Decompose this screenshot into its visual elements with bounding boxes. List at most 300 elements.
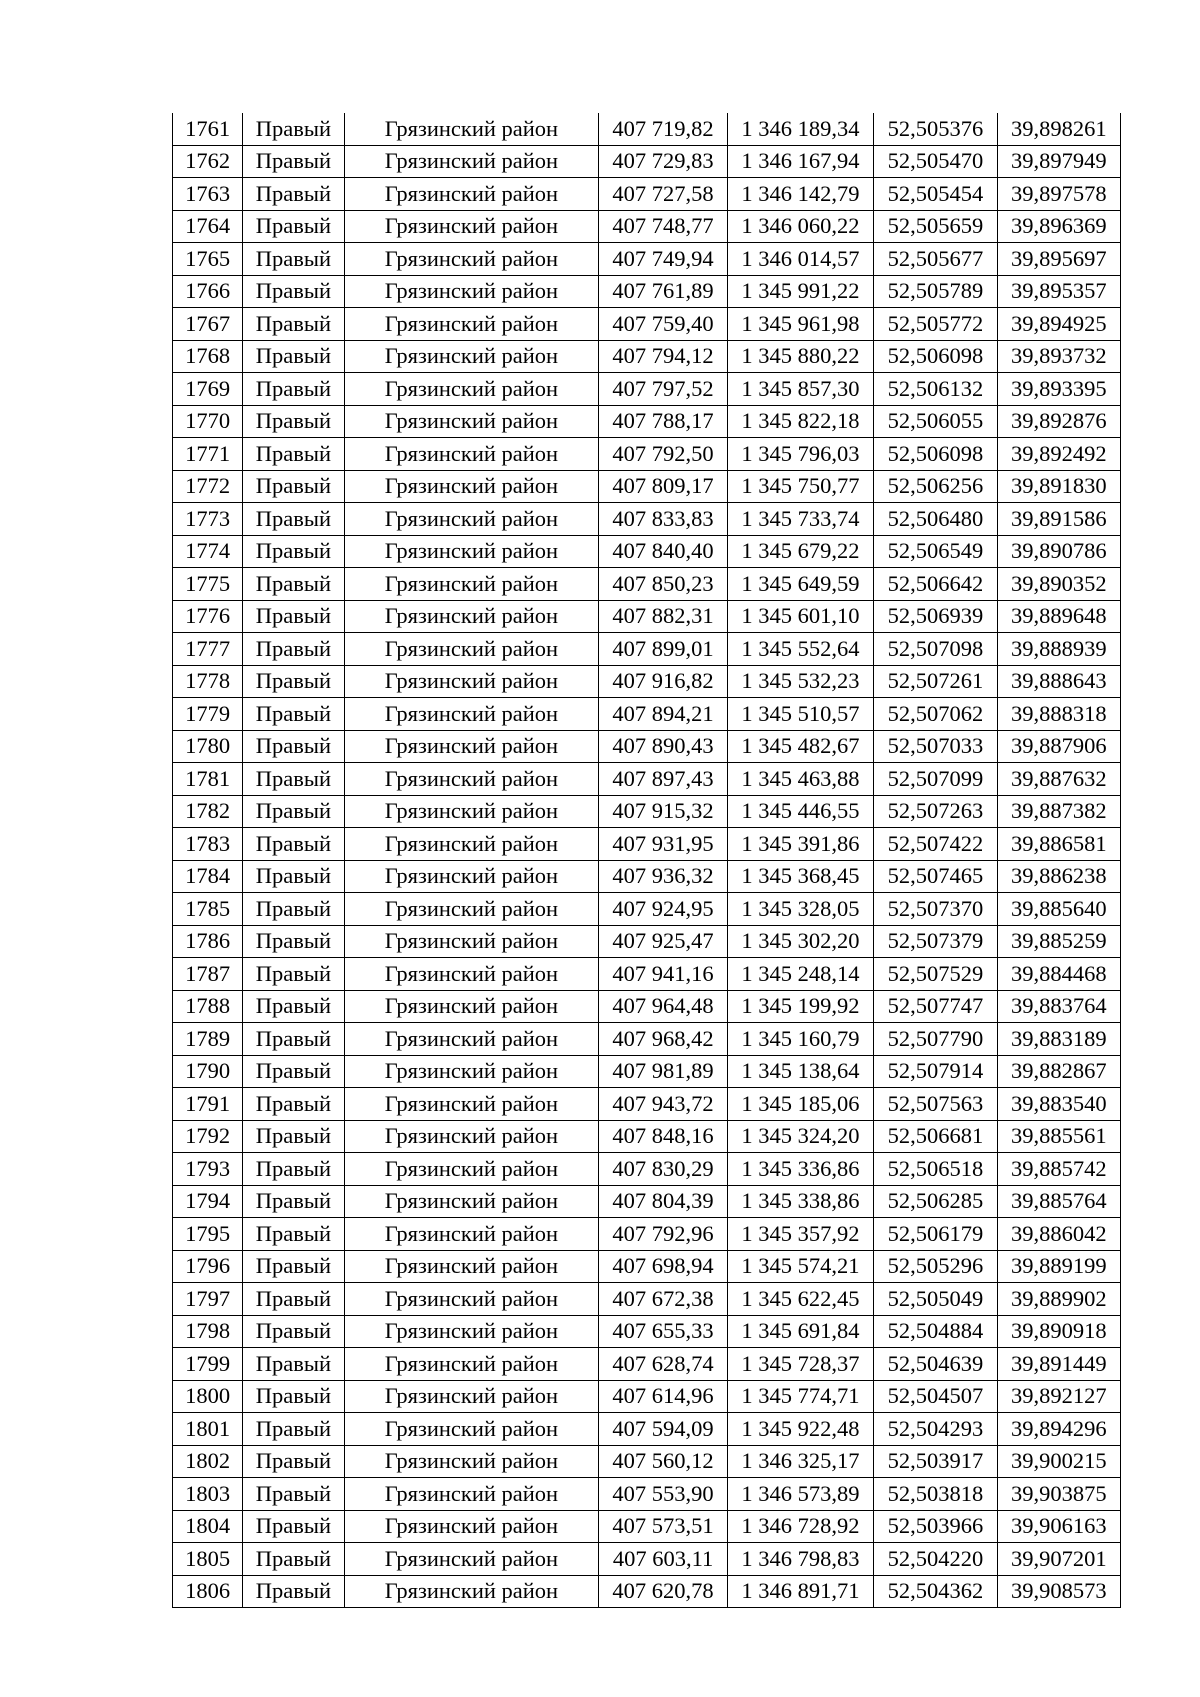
coord-y-cell: 1 346 891,71 [727, 1575, 873, 1608]
latitude-cell: 52,505659 [874, 210, 997, 243]
latitude-cell: 52,507099 [874, 763, 997, 796]
district-name-cell: Грязинский район [344, 730, 599, 763]
coord-y-cell: 1 346 728,92 [727, 1510, 873, 1543]
coord-y-cell: 1 345 391,86 [727, 828, 873, 861]
coord-y-cell: 1 345 324,20 [727, 1120, 873, 1153]
bank-side-cell: Правый [243, 405, 344, 438]
table-row [173, 1055, 1121, 1088]
table-row [173, 145, 1121, 178]
coord-x-cell: 407 894,21 [599, 698, 727, 731]
coord-x-cell: 407 655,33 [599, 1315, 727, 1348]
coord-y-cell: 1 346 167,94 [727, 145, 873, 178]
latitude-cell: 52,507422 [874, 828, 997, 861]
coord-x-cell: 407 936,32 [599, 860, 727, 893]
table-row [173, 275, 1121, 308]
bank-side-cell: Правый [243, 795, 344, 828]
point-number-cell: 1796 [173, 1250, 243, 1283]
coord-y-cell: 1 345 691,84 [727, 1315, 873, 1348]
coord-y-cell: 1 345 185,06 [727, 1088, 873, 1121]
coord-y-cell: 1 345 510,57 [727, 698, 873, 731]
table-row [173, 665, 1121, 698]
table-row [173, 1413, 1121, 1446]
latitude-cell: 52,507370 [874, 893, 997, 926]
bank-side-cell: Правый [243, 1315, 344, 1348]
bank-side-cell: Правый [243, 990, 344, 1023]
bank-side-cell: Правый [243, 308, 344, 341]
latitude-cell: 52,504293 [874, 1413, 997, 1446]
table-row [173, 373, 1121, 406]
coord-x-cell: 407 727,58 [599, 178, 727, 211]
table-row [173, 633, 1121, 666]
coord-x-cell: 407 840,40 [599, 535, 727, 568]
point-number-cell: 1794 [173, 1185, 243, 1218]
district-name-cell: Грязинский район [344, 210, 599, 243]
coord-y-cell: 1 345 463,88 [727, 763, 873, 796]
longitude-cell: 39,893395 [997, 373, 1120, 406]
point-number-cell: 1778 [173, 665, 243, 698]
bank-side-cell: Правый [243, 1088, 344, 1121]
coord-y-cell: 1 345 302,20 [727, 925, 873, 958]
point-number-cell: 1805 [173, 1543, 243, 1576]
district-name-cell: Грязинский район [344, 1283, 599, 1316]
table-row [173, 178, 1121, 211]
coord-y-cell: 1 345 857,30 [727, 373, 873, 406]
longitude-cell: 39,892492 [997, 438, 1120, 471]
coord-y-cell: 1 345 446,55 [727, 795, 873, 828]
coord-x-cell: 407 792,50 [599, 438, 727, 471]
bank-side-cell: Правый [243, 1575, 344, 1608]
latitude-cell: 52,507263 [874, 795, 997, 828]
point-number-cell: 1799 [173, 1348, 243, 1381]
district-name-cell: Грязинский район [344, 1575, 599, 1608]
coord-y-cell: 1 346 325,17 [727, 1445, 873, 1478]
bank-side-cell: Правый [243, 730, 344, 763]
latitude-cell: 52,506642 [874, 568, 997, 601]
point-number-cell: 1770 [173, 405, 243, 438]
coord-y-cell: 1 345 532,23 [727, 665, 873, 698]
coord-y-cell: 1 346 573,89 [727, 1478, 873, 1511]
coord-x-cell: 407 628,74 [599, 1348, 727, 1381]
district-name-cell: Грязинский район [344, 1185, 599, 1218]
longitude-cell: 39,908573 [997, 1575, 1120, 1608]
latitude-cell: 52,505296 [874, 1250, 997, 1283]
longitude-cell: 39,888939 [997, 633, 1120, 666]
longitude-cell: 39,891830 [997, 470, 1120, 503]
longitude-cell: 39,885640 [997, 893, 1120, 926]
latitude-cell: 52,504507 [874, 1380, 997, 1413]
district-name-cell: Грязинский район [344, 1543, 599, 1576]
longitude-cell: 39,897949 [997, 145, 1120, 178]
point-number-cell: 1762 [173, 145, 243, 178]
table-row [173, 763, 1121, 796]
district-name-cell: Грязинский район [344, 1153, 599, 1186]
latitude-cell: 52,505376 [874, 113, 997, 145]
coord-y-cell: 1 346 014,57 [727, 243, 873, 276]
latitude-cell: 52,507529 [874, 958, 997, 991]
latitude-cell: 52,504220 [874, 1543, 997, 1576]
district-name-cell: Грязинский район [344, 925, 599, 958]
coord-y-cell: 1 345 880,22 [727, 340, 873, 373]
point-number-cell: 1779 [173, 698, 243, 731]
point-number-cell: 1772 [173, 470, 243, 503]
latitude-cell: 52,507790 [874, 1023, 997, 1056]
district-name-cell: Грязинский район [344, 893, 599, 926]
longitude-cell: 39,882867 [997, 1055, 1120, 1088]
bank-side-cell: Правый [243, 1543, 344, 1576]
bank-side-cell: Правый [243, 1120, 344, 1153]
coord-x-cell: 407 915,32 [599, 795, 727, 828]
coord-x-cell: 407 672,38 [599, 1283, 727, 1316]
point-number-cell: 1767 [173, 308, 243, 341]
latitude-cell: 52,503917 [874, 1445, 997, 1478]
latitude-cell: 52,506480 [874, 503, 997, 536]
longitude-cell: 39,890918 [997, 1315, 1120, 1348]
table-row [173, 828, 1121, 861]
latitude-cell: 52,506098 [874, 438, 997, 471]
table-row [173, 958, 1121, 991]
bank-side-cell: Правый [243, 958, 344, 991]
district-name-cell: Грязинский район [344, 1348, 599, 1381]
coord-x-cell: 407 749,94 [599, 243, 727, 276]
coord-y-cell: 1 346 798,83 [727, 1543, 873, 1576]
table-row [173, 795, 1121, 828]
latitude-cell: 52,506132 [874, 373, 997, 406]
longitude-cell: 39,906163 [997, 1510, 1120, 1543]
coord-x-cell: 407 968,42 [599, 1023, 727, 1056]
point-number-cell: 1804 [173, 1510, 243, 1543]
district-name-cell: Грязинский район [344, 1218, 599, 1251]
bank-side-cell: Правый [243, 1023, 344, 1056]
district-name-cell: Грязинский район [344, 828, 599, 861]
point-number-cell: 1787 [173, 958, 243, 991]
table-row [173, 405, 1121, 438]
table-row [173, 308, 1121, 341]
longitude-cell: 39,891586 [997, 503, 1120, 536]
latitude-cell: 52,506098 [874, 340, 997, 373]
district-name-cell: Грязинский район [344, 1510, 599, 1543]
longitude-cell: 39,885259 [997, 925, 1120, 958]
point-number-cell: 1775 [173, 568, 243, 601]
longitude-cell: 39,889902 [997, 1283, 1120, 1316]
coord-x-cell: 407 797,52 [599, 373, 727, 406]
latitude-cell: 52,507379 [874, 925, 997, 958]
bank-side-cell: Правый [243, 178, 344, 211]
district-name-cell: Грязинский район [344, 438, 599, 471]
longitude-cell: 39,895697 [997, 243, 1120, 276]
point-number-cell: 1765 [173, 243, 243, 276]
coord-x-cell: 407 560,12 [599, 1445, 727, 1478]
district-name-cell: Грязинский район [344, 373, 599, 406]
point-number-cell: 1773 [173, 503, 243, 536]
bank-side-cell: Правый [243, 698, 344, 731]
coord-x-cell: 407 916,82 [599, 665, 727, 698]
district-name-cell: Грязинский район [344, 308, 599, 341]
coord-y-cell: 1 345 482,67 [727, 730, 873, 763]
coord-x-cell: 407 748,77 [599, 210, 727, 243]
district-name-cell: Грязинский район [344, 535, 599, 568]
point-number-cell: 1776 [173, 600, 243, 633]
table-row [173, 113, 1121, 145]
table-row [173, 1023, 1121, 1056]
longitude-cell: 39,889199 [997, 1250, 1120, 1283]
table-row [173, 1250, 1121, 1283]
bank-side-cell: Правый [243, 1478, 344, 1511]
point-number-cell: 1771 [173, 438, 243, 471]
point-number-cell: 1793 [173, 1153, 243, 1186]
coord-y-cell: 1 345 138,64 [727, 1055, 873, 1088]
coord-y-cell: 1 345 922,48 [727, 1413, 873, 1446]
coord-y-cell: 1 345 750,77 [727, 470, 873, 503]
district-name-cell: Грязинский район [344, 1023, 599, 1056]
bank-side-cell: Правый [243, 828, 344, 861]
coord-x-cell: 407 833,83 [599, 503, 727, 536]
district-name-cell: Грязинский район [344, 600, 599, 633]
bank-side-cell: Правый [243, 600, 344, 633]
coord-y-cell: 1 345 338,86 [727, 1185, 873, 1218]
coord-x-cell: 407 931,95 [599, 828, 727, 861]
latitude-cell: 52,507261 [874, 665, 997, 698]
latitude-cell: 52,507098 [874, 633, 997, 666]
table-row [173, 340, 1121, 373]
latitude-cell: 52,506681 [874, 1120, 997, 1153]
coord-x-cell: 407 729,83 [599, 145, 727, 178]
table-row [173, 1153, 1121, 1186]
coord-y-cell: 1 345 649,59 [727, 568, 873, 601]
longitude-cell: 39,886042 [997, 1218, 1120, 1251]
district-name-cell: Грязинский район [344, 698, 599, 731]
bank-side-cell: Правый [243, 763, 344, 796]
longitude-cell: 39,883540 [997, 1088, 1120, 1121]
latitude-cell: 52,505789 [874, 275, 997, 308]
district-name-cell: Грязинский район [344, 860, 599, 893]
district-name-cell: Грязинский район [344, 763, 599, 796]
latitude-cell: 52,505772 [874, 308, 997, 341]
table-row [173, 1218, 1121, 1251]
coord-y-cell: 1 345 679,22 [727, 535, 873, 568]
bank-side-cell: Правый [243, 1283, 344, 1316]
longitude-cell: 39,907201 [997, 1543, 1120, 1576]
district-name-cell: Грязинский район [344, 340, 599, 373]
point-number-cell: 1785 [173, 893, 243, 926]
bank-side-cell: Правый [243, 925, 344, 958]
district-name-cell: Грязинский район [344, 1380, 599, 1413]
district-name-cell: Грязинский район [344, 568, 599, 601]
district-name-cell: Грязинский район [344, 990, 599, 1023]
district-name-cell: Грязинский район [344, 1250, 599, 1283]
longitude-cell: 39,885742 [997, 1153, 1120, 1186]
point-number-cell: 1791 [173, 1088, 243, 1121]
table-row [173, 1120, 1121, 1153]
bank-side-cell: Правый [243, 665, 344, 698]
point-number-cell: 1774 [173, 535, 243, 568]
district-name-cell: Грязинский район [344, 795, 599, 828]
coord-y-cell: 1 345 733,74 [727, 503, 873, 536]
bank-side-cell: Правый [243, 275, 344, 308]
district-name-cell: Грязинский район [344, 178, 599, 211]
coord-y-cell: 1 345 961,98 [727, 308, 873, 341]
coord-x-cell: 407 573,51 [599, 1510, 727, 1543]
latitude-cell: 52,506939 [874, 600, 997, 633]
latitude-cell: 52,507914 [874, 1055, 997, 1088]
table-row [173, 470, 1121, 503]
coord-y-cell: 1 345 601,10 [727, 600, 873, 633]
bank-side-cell: Правый [243, 503, 344, 536]
longitude-cell: 39,890786 [997, 535, 1120, 568]
coord-y-cell: 1 345 774,71 [727, 1380, 873, 1413]
point-number-cell: 1766 [173, 275, 243, 308]
latitude-cell: 52,507747 [874, 990, 997, 1023]
coord-y-cell: 1 345 357,92 [727, 1218, 873, 1251]
coord-y-cell: 1 345 796,03 [727, 438, 873, 471]
bank-side-cell: Правый [243, 1413, 344, 1446]
district-name-cell: Грязинский район [344, 1445, 599, 1478]
latitude-cell: 52,507062 [874, 698, 997, 731]
longitude-cell: 39,887382 [997, 795, 1120, 828]
point-number-cell: 1798 [173, 1315, 243, 1348]
coord-x-cell: 407 553,90 [599, 1478, 727, 1511]
longitude-cell: 39,893732 [997, 340, 1120, 373]
district-name-cell: Грязинский район [344, 113, 599, 145]
bank-side-cell: Правый [243, 243, 344, 276]
district-name-cell: Грязинский район [344, 405, 599, 438]
bank-side-cell: Правый [243, 1380, 344, 1413]
coord-x-cell: 407 924,95 [599, 893, 727, 926]
district-name-cell: Грязинский район [344, 1120, 599, 1153]
longitude-cell: 39,883189 [997, 1023, 1120, 1056]
longitude-cell: 39,883764 [997, 990, 1120, 1023]
longitude-cell: 39,898261 [997, 113, 1120, 145]
coord-y-cell: 1 345 368,45 [727, 860, 873, 893]
table-row [173, 1315, 1121, 1348]
point-number-cell: 1802 [173, 1445, 243, 1478]
longitude-cell: 39,903875 [997, 1478, 1120, 1511]
longitude-cell: 39,894925 [997, 308, 1120, 341]
bank-side-cell: Правый [243, 1510, 344, 1543]
point-number-cell: 1786 [173, 925, 243, 958]
longitude-cell: 39,895357 [997, 275, 1120, 308]
table-row [173, 568, 1121, 601]
table-row [173, 1478, 1121, 1511]
latitude-cell: 52,506518 [874, 1153, 997, 1186]
longitude-cell: 39,887906 [997, 730, 1120, 763]
district-name-cell: Грязинский район [344, 665, 599, 698]
point-number-cell: 1763 [173, 178, 243, 211]
coord-x-cell: 407 759,40 [599, 308, 727, 341]
coord-x-cell: 407 698,94 [599, 1250, 727, 1283]
latitude-cell: 52,504884 [874, 1315, 997, 1348]
coord-x-cell: 407 941,16 [599, 958, 727, 991]
table-row [173, 1445, 1121, 1478]
latitude-cell: 52,504362 [874, 1575, 997, 1608]
coord-y-cell: 1 345 574,21 [727, 1250, 873, 1283]
latitude-cell: 52,503966 [874, 1510, 997, 1543]
district-name-cell: Грязинский район [344, 1413, 599, 1446]
longitude-cell: 39,884468 [997, 958, 1120, 991]
coord-x-cell: 407 882,31 [599, 600, 727, 633]
coordinates-table [172, 113, 1121, 1608]
coord-x-cell: 407 792,96 [599, 1218, 727, 1251]
coord-y-cell: 1 345 622,45 [727, 1283, 873, 1316]
bank-side-cell: Правый [243, 1250, 344, 1283]
latitude-cell: 52,506055 [874, 405, 997, 438]
bank-side-cell: Правый [243, 470, 344, 503]
coord-x-cell: 407 804,39 [599, 1185, 727, 1218]
longitude-cell: 39,892876 [997, 405, 1120, 438]
district-name-cell: Грязинский район [344, 633, 599, 666]
coord-x-cell: 407 603,11 [599, 1543, 727, 1576]
longitude-cell: 39,894296 [997, 1413, 1120, 1446]
bank-side-cell: Правый [243, 145, 344, 178]
coord-x-cell: 407 943,72 [599, 1088, 727, 1121]
longitude-cell: 39,885764 [997, 1185, 1120, 1218]
coord-y-cell: 1 345 552,64 [727, 633, 873, 666]
point-number-cell: 1781 [173, 763, 243, 796]
bank-side-cell: Правый [243, 373, 344, 406]
table-body [173, 113, 1121, 1608]
latitude-cell: 52,505454 [874, 178, 997, 211]
district-name-cell: Грязинский район [344, 503, 599, 536]
point-number-cell: 1795 [173, 1218, 243, 1251]
coord-x-cell: 407 830,29 [599, 1153, 727, 1186]
point-number-cell: 1780 [173, 730, 243, 763]
coord-x-cell: 407 964,48 [599, 990, 727, 1023]
table-row [173, 503, 1121, 536]
coord-x-cell: 407 848,16 [599, 1120, 727, 1153]
bank-side-cell: Правый [243, 1153, 344, 1186]
latitude-cell: 52,506549 [874, 535, 997, 568]
coord-x-cell: 407 761,89 [599, 275, 727, 308]
coord-y-cell: 1 345 328,05 [727, 893, 873, 926]
coord-x-cell: 407 899,01 [599, 633, 727, 666]
point-number-cell: 1797 [173, 1283, 243, 1316]
point-number-cell: 1784 [173, 860, 243, 893]
coord-y-cell: 1 345 822,18 [727, 405, 873, 438]
coord-x-cell: 407 788,17 [599, 405, 727, 438]
table-row [173, 698, 1121, 731]
district-name-cell: Грязинский район [344, 470, 599, 503]
longitude-cell: 39,896369 [997, 210, 1120, 243]
latitude-cell: 52,504639 [874, 1348, 997, 1381]
coord-x-cell: 407 620,78 [599, 1575, 727, 1608]
table-row [173, 210, 1121, 243]
latitude-cell: 52,505049 [874, 1283, 997, 1316]
point-number-cell: 1800 [173, 1380, 243, 1413]
longitude-cell: 39,891449 [997, 1348, 1120, 1381]
coord-y-cell: 1 346 189,34 [727, 113, 873, 145]
coord-y-cell: 1 345 248,14 [727, 958, 873, 991]
point-number-cell: 1801 [173, 1413, 243, 1446]
coord-y-cell: 1 345 160,79 [727, 1023, 873, 1056]
bank-side-cell: Правый [243, 1348, 344, 1381]
latitude-cell: 52,506179 [874, 1218, 997, 1251]
point-number-cell: 1769 [173, 373, 243, 406]
table-row [173, 893, 1121, 926]
bank-side-cell: Правый [243, 535, 344, 568]
bank-side-cell: Правый [243, 568, 344, 601]
district-name-cell: Грязинский район [344, 243, 599, 276]
bank-side-cell: Правый [243, 860, 344, 893]
district-name-cell: Грязинский район [344, 275, 599, 308]
coord-x-cell: 407 594,09 [599, 1413, 727, 1446]
longitude-cell: 39,888643 [997, 665, 1120, 698]
point-number-cell: 1768 [173, 340, 243, 373]
district-name-cell: Грязинский район [344, 1478, 599, 1511]
coord-y-cell: 1 346 060,22 [727, 210, 873, 243]
coord-y-cell: 1 345 199,92 [727, 990, 873, 1023]
table-row [173, 535, 1121, 568]
table-row [173, 1575, 1121, 1608]
bank-side-cell: Правый [243, 1218, 344, 1251]
